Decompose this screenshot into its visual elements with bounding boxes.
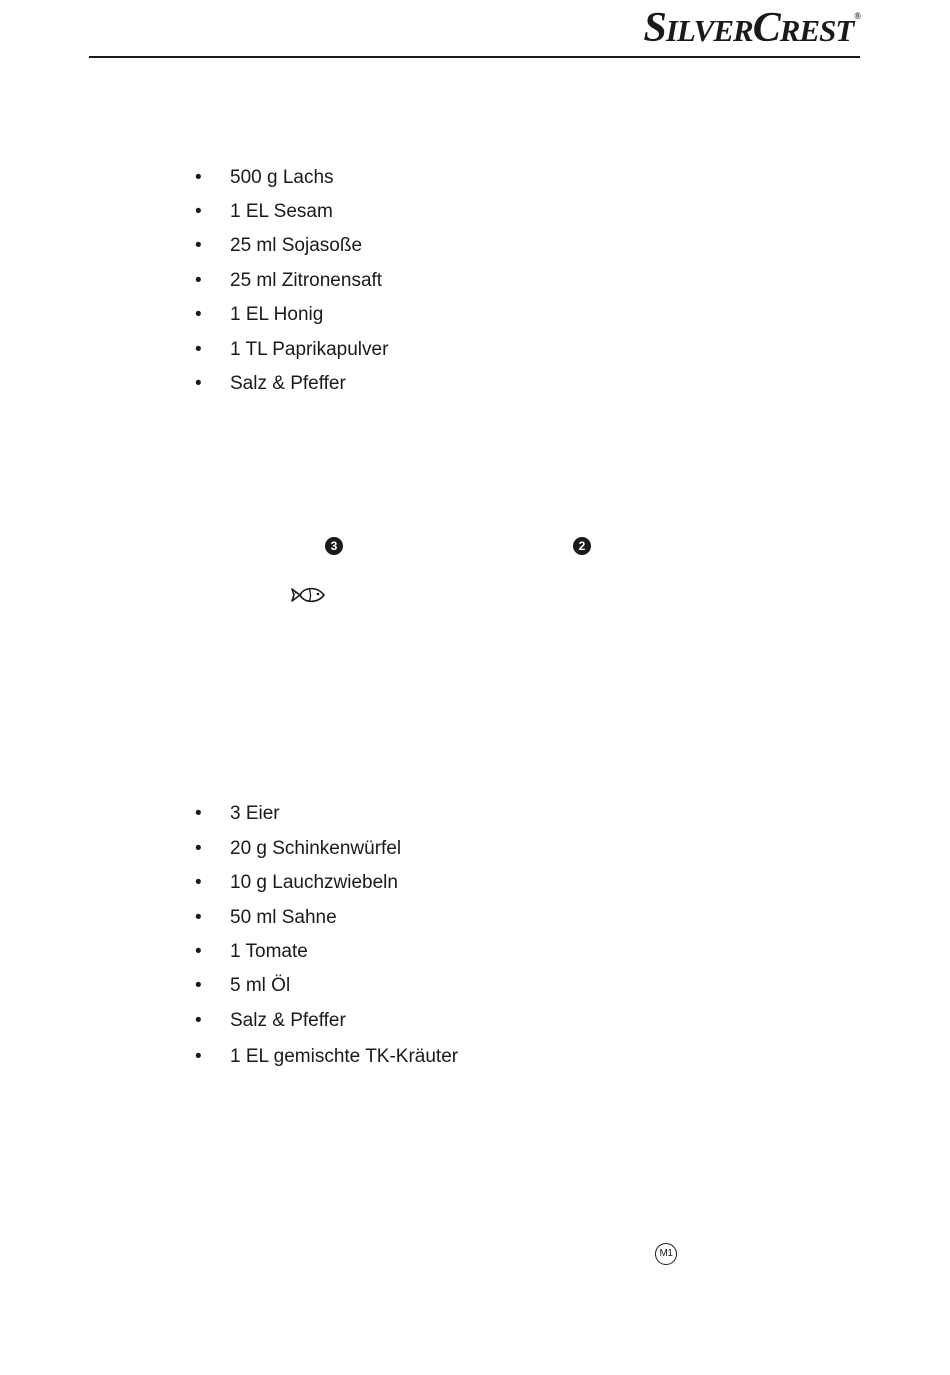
list-item-text: 5 ml Öl: [230, 975, 291, 996]
bullet: •: [195, 1046, 202, 1067]
logo-letter: C: [752, 5, 780, 51]
list-item-text: Salz & Pfeffer: [230, 1010, 346, 1031]
bullet: •: [195, 270, 202, 291]
logo-letters: ILVER: [665, 13, 753, 48]
bullet: •: [195, 373, 202, 394]
registered-mark: ®: [854, 11, 860, 21]
list-item-text: 1 EL Honig: [230, 304, 324, 325]
list-item-text: 3 Eier: [230, 803, 280, 824]
bullet: •: [195, 907, 202, 928]
list-item-text: Salz & Pfeffer: [230, 373, 346, 394]
list-item-text: 1 EL Sesam: [230, 201, 333, 222]
bullet: •: [195, 872, 202, 893]
list-item-text: 500 g Lachs: [230, 167, 334, 188]
bullet: •: [195, 838, 202, 859]
header-divider: [89, 56, 860, 58]
bullet: •: [195, 167, 202, 188]
marker-3-icon: 3: [325, 537, 343, 555]
bullet: •: [195, 339, 202, 360]
bullet: •: [195, 304, 202, 325]
list-item-text: 25 ml Sojasoße: [230, 235, 363, 256]
logo-letters: REST: [779, 13, 854, 48]
list-item-text: 1 EL gemischte TK-Kräuter: [230, 1046, 459, 1067]
bullet: •: [195, 235, 202, 256]
bullet: •: [195, 975, 202, 996]
bullet: •: [195, 941, 202, 962]
bullet: •: [195, 1010, 202, 1031]
fish-icon: [289, 584, 327, 606]
list-item-text: 50 ml Sahne: [230, 907, 337, 928]
bullet: •: [195, 201, 202, 222]
list-item-text: 25 ml Zitronensaft: [230, 270, 383, 291]
list-item-text: 1 Tomate: [230, 941, 308, 962]
brand-logo: [643, 4, 860, 52]
list-item-text: 20 g Schinkenwürfel: [230, 838, 402, 859]
logo-letter: S: [643, 5, 666, 51]
list-item-text: 1 TL Paprikapulver: [230, 339, 389, 360]
marker-2-icon: 2: [573, 537, 591, 555]
bullet: •: [195, 803, 202, 824]
m1-program-icon: M1: [655, 1243, 677, 1265]
list-item-text: 10 g Lauchzwiebeln: [230, 872, 398, 893]
